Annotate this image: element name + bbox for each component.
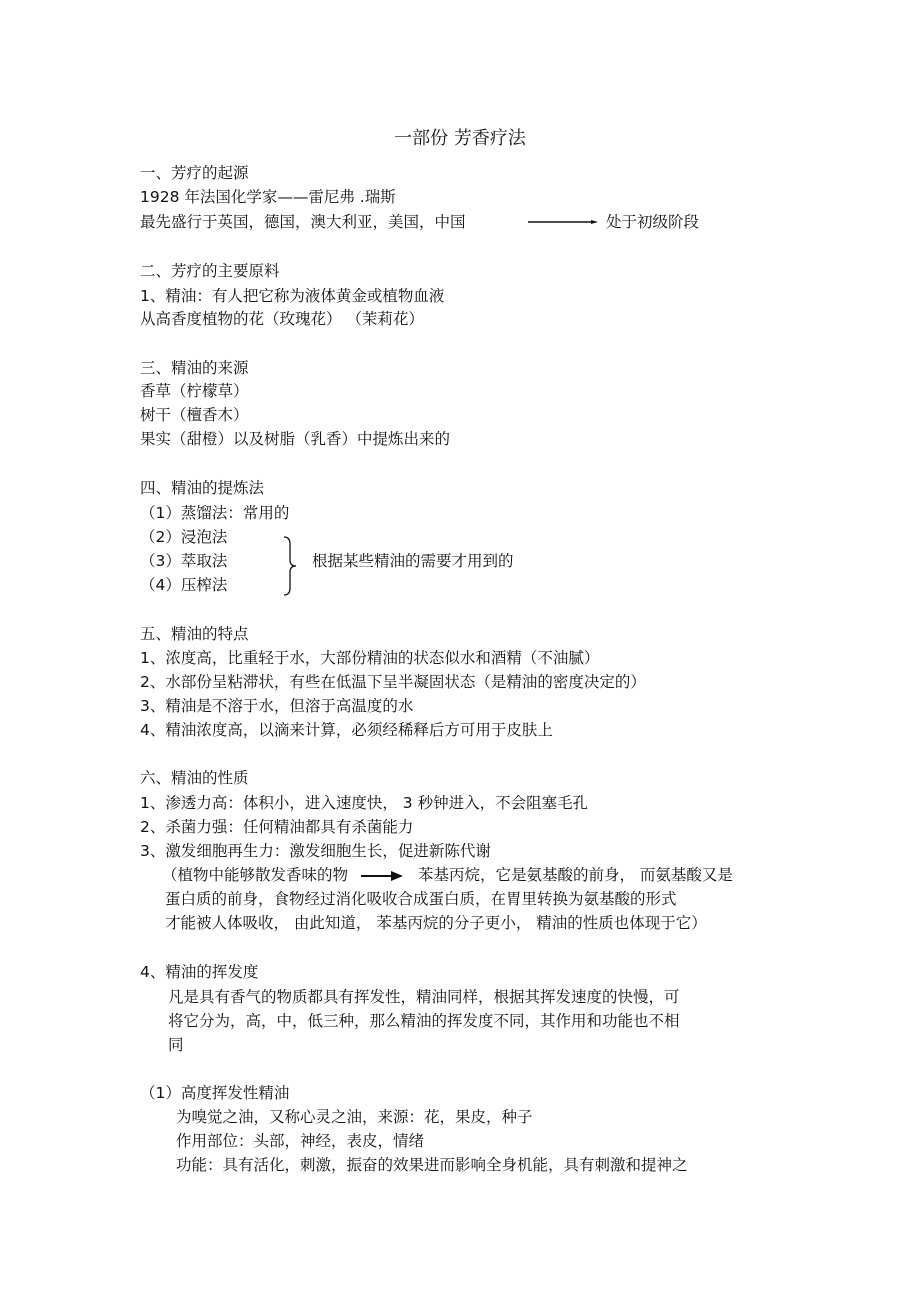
method-item: （3）萃取法 <box>140 552 228 570</box>
method-brace-note: 根据某些精油的需要才用到的 <box>312 552 514 570</box>
section-4-heading: 四、精油的提炼法 <box>140 479 265 497</box>
property-item-2: 2、杀菌力强：任何精油都具有杀菌能力 <box>140 818 414 836</box>
property-item-4: 4、精油的挥发度 <box>140 963 259 981</box>
section-1-line-1: 1928 年法国化学家——雷尼弗 .瑞斯 <box>140 188 396 206</box>
subsection-1-line-1: 为嗅觉之油，又称心灵之油，来源：花，果皮，种子 <box>176 1108 533 1126</box>
feature-item: 4、精油浓度高，以滴来计算，必须经稀释后方可用于皮肤上 <box>140 721 553 739</box>
method-item: （1）蒸馏法：常用的 <box>140 504 290 522</box>
volatility-para-line-1: 凡是具有香气的物质都具有挥发性，精油同样，根据其挥发速度的快慢，可 <box>168 988 680 1006</box>
subsection-1-line-2: 作用部位：头部，神经，表皮，情绪 <box>176 1132 425 1150</box>
section-3-line-3: 果实（甜橙）以及树脂（乳香）中提炼出来的 <box>140 430 451 448</box>
section-2-line-2: 从高香度植物的花（玫瑰花） （茉莉花） <box>140 310 424 328</box>
section-3-line-1: 香草（柠檬草） <box>140 382 249 400</box>
section-1-line-2: 最先盛行于英国，德国，澳大利亚，美国，中国 <box>140 213 466 231</box>
subsection-1-heading: （1）高度挥发性精油 <box>140 1084 290 1102</box>
section-3-heading: 三、精油的来源 <box>140 359 249 377</box>
feature-item: 1、浓度高，比重轻于水，大部份精油的状态似水和酒精（不油腻） <box>140 649 600 667</box>
feature-item: 3、精油是不溶于水，但溶于高温度的水 <box>140 697 414 715</box>
arrow-right-icon <box>528 220 598 224</box>
section-5-heading: 五、精油的特点 <box>140 625 249 643</box>
note-line-2: 蛋白质的前身，食物经过消化吸收合成蛋白质，在胃里转换为氨基酸的形式 <box>165 890 677 908</box>
feature-item: 2、水部份呈粘滞状，有些在低温下呈半凝固状态（是精油的密度决定的） <box>140 673 646 691</box>
section-6-heading: 六、精油的性质 <box>140 769 249 787</box>
method-item: （2）浸泡法 <box>140 528 228 546</box>
method-item: （4）压榨法 <box>140 576 228 594</box>
right-brace-icon <box>283 536 299 596</box>
subsection-1-line-3: 功能：具有活化，刺激，振奋的效果进而影响全身机能，具有刺激和提神之 <box>176 1156 688 1174</box>
volatility-para-line-3: 同 <box>168 1036 184 1054</box>
page-title: 一部份 芳香疗法 <box>394 128 526 149</box>
property-item-3: 3、激发细胞再生力：激发细胞生长，促进新陈代谢 <box>140 842 491 860</box>
section-2-heading: 二、芳疗的主要原料 <box>140 262 280 280</box>
section-2-line-1: 1、精油：有人把它称为液体黄金或植物血液 <box>140 287 445 305</box>
section-3-line-2: 树干（檀香木） <box>140 406 249 424</box>
property-item-1: 1、渗透力高：体积小，进入速度快， 3 秒钟进入，不会阻塞毛孔 <box>140 794 589 812</box>
note-line-3: 才能被人体吸收， 由此知道， 苯基丙烷的分子更小， 精油的性质也体现于它） <box>165 914 707 932</box>
arrow-right-icon <box>361 870 403 882</box>
note-line-1-right: 苯基丙烷，它是氨基酸的前身， 而氨基酸又是 <box>418 866 733 884</box>
note-line-1-left: （植物中能够散发香味的物 <box>162 866 349 884</box>
section-1-result: 处于初级阶段 <box>606 213 700 231</box>
volatility-para-line-2: 将它分为，高，中，低三种，那么精油的挥发度不同，其作用和功能也不相 <box>168 1012 680 1030</box>
section-1-heading: 一、芳疗的起源 <box>140 164 249 182</box>
